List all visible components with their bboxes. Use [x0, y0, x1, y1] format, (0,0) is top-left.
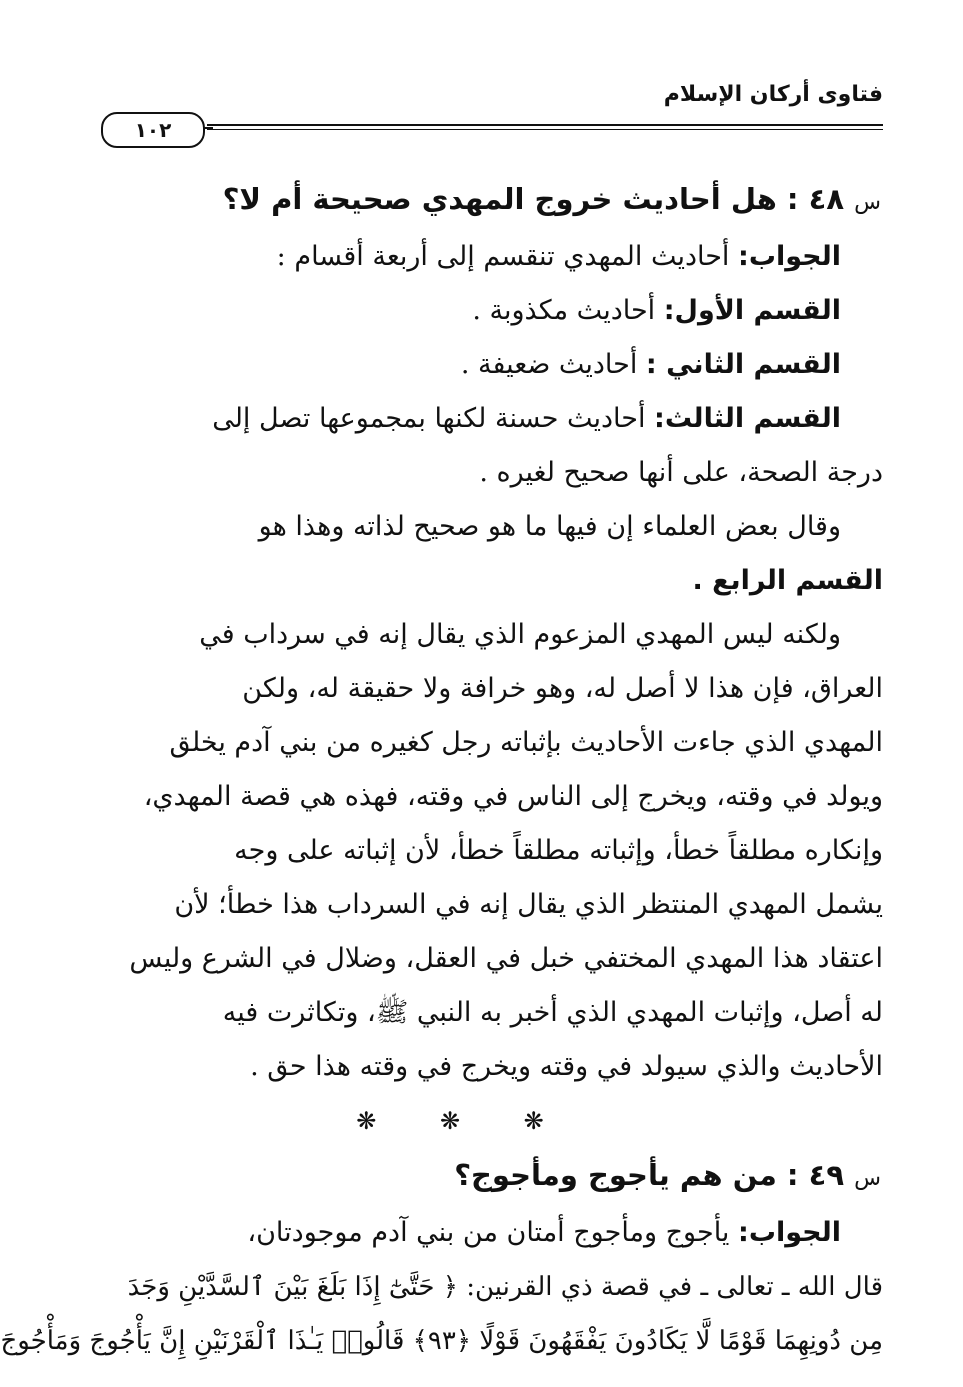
answer-line — [87, 230, 841, 284]
answer-label: الجواب: — [738, 241, 841, 272]
text-line: ويولد في وقته، ويخرج إلى الناس في وقته، فهذه هي قصة المهدي، — [143, 781, 883, 812]
question-number: ٤٨ : — [786, 182, 845, 216]
text-line: يشمل المهدي المنتظر الذي يقال إنه في السرداب هذا خطأ؛ لأن — [174, 889, 883, 920]
part-line — [87, 284, 841, 338]
part-label: القسم الأول: — [663, 295, 841, 326]
asterism-icon: ❋ ❋ ❋ — [356, 1107, 572, 1135]
text-line: وقال بعض العلماء إن فيها ما هو صحيح لذاته وهذا هو — [258, 511, 841, 542]
quran-line: قال الله ـ تعالى ـ في قصة ذي القرنين: ﴿ حَتَّىٰٓ إِذَا بَلَغَ بَيْنَ ٱلسَّدَّيْنِ وَجَدَ — [127, 1272, 883, 1302]
header-rule — [207, 124, 883, 126]
page-number: ١٠٢ — [101, 112, 205, 148]
question-text: هل أحاديث خروج المهدي صحيحة أم لا؟ — [222, 182, 777, 216]
text-line: له أصل، وإثبات المهدي الذي أخبر به النبي ﷺ، وتكاثرت فيه — [222, 997, 883, 1028]
answer-text: أحاديث المهدي تنقسم إلى أربعة أقسام : — [276, 241, 730, 272]
question-mark-symbol: س — [854, 190, 881, 215]
text-line: اعتقاد هذا المهدي المختفي خبل في العقل، وضلال في الشرع وليس — [129, 943, 883, 974]
answer-text: يأجوج ومأجوج أمتان من بني آدم موجودتان، — [247, 1217, 730, 1248]
section-separator — [87, 1094, 841, 1148]
part-text: أحاديث مكذوبة . — [472, 295, 656, 326]
text-line: القسم الرابع . — [692, 565, 883, 596]
header-rule-thin — [207, 129, 883, 130]
text-line: وإنكاره مطلقاً خطأ، وإثباته مطلقاً خطأ، لأن إثباته على وجه — [234, 835, 883, 866]
text-line: الأحاديث والذي سيولد في وقته ويخرج في وقته هذا حق . — [250, 1051, 883, 1082]
text-line: المهدي الذي جاءت الأحاديث بإثباته رجل كغيره من بني آدم يخلق — [169, 727, 883, 758]
question-text: من هم يأجوج ومأجوج؟ — [454, 1158, 777, 1192]
question-mark-symbol: س — [854, 1166, 881, 1191]
text-line: ولكنه ليس المهدي المزعوم الذي يقال إنه في سرداب في — [199, 619, 841, 650]
quran-line: مِن دُونِهِمَا قَوْمًا لَّا يَكَادُونَ يَفْقَهُونَ قَوْلًا ﴿٩٣﴾ قَالُوا۟ يَـٰذَا ٱلْقَرْنَيْنِ إِنَّ يَأْجُوجَ وَمَأْجُوجَ — [0, 1326, 883, 1356]
part-line — [87, 392, 841, 446]
answer-label: الجواب: — [738, 1217, 841, 1248]
running-title: فتاوى أركان الإسلام — [663, 82, 883, 107]
part-text: أحاديث حسنة لكنها بمجموعها تصل إلى — [212, 403, 646, 434]
page-content — [0, 172, 883, 1368]
question-48 — [87, 172, 881, 230]
part-label: القسم الثاني : — [645, 349, 841, 380]
text-line: درجة الصحة، على أنها صحيح لغيره . — [479, 457, 883, 488]
answer-line — [87, 1206, 841, 1260]
text-line: العراق، فإن هذا لا أصل له، وهو خرافة ولا حقيقة له، ولكن — [242, 673, 883, 704]
part-label: القسم الثالث: — [654, 403, 841, 434]
question-49 — [87, 1148, 881, 1206]
part-line — [87, 338, 841, 392]
question-number: ٤٩ : — [786, 1158, 845, 1192]
part-text: أحاديث ضعيفة . — [460, 349, 638, 380]
